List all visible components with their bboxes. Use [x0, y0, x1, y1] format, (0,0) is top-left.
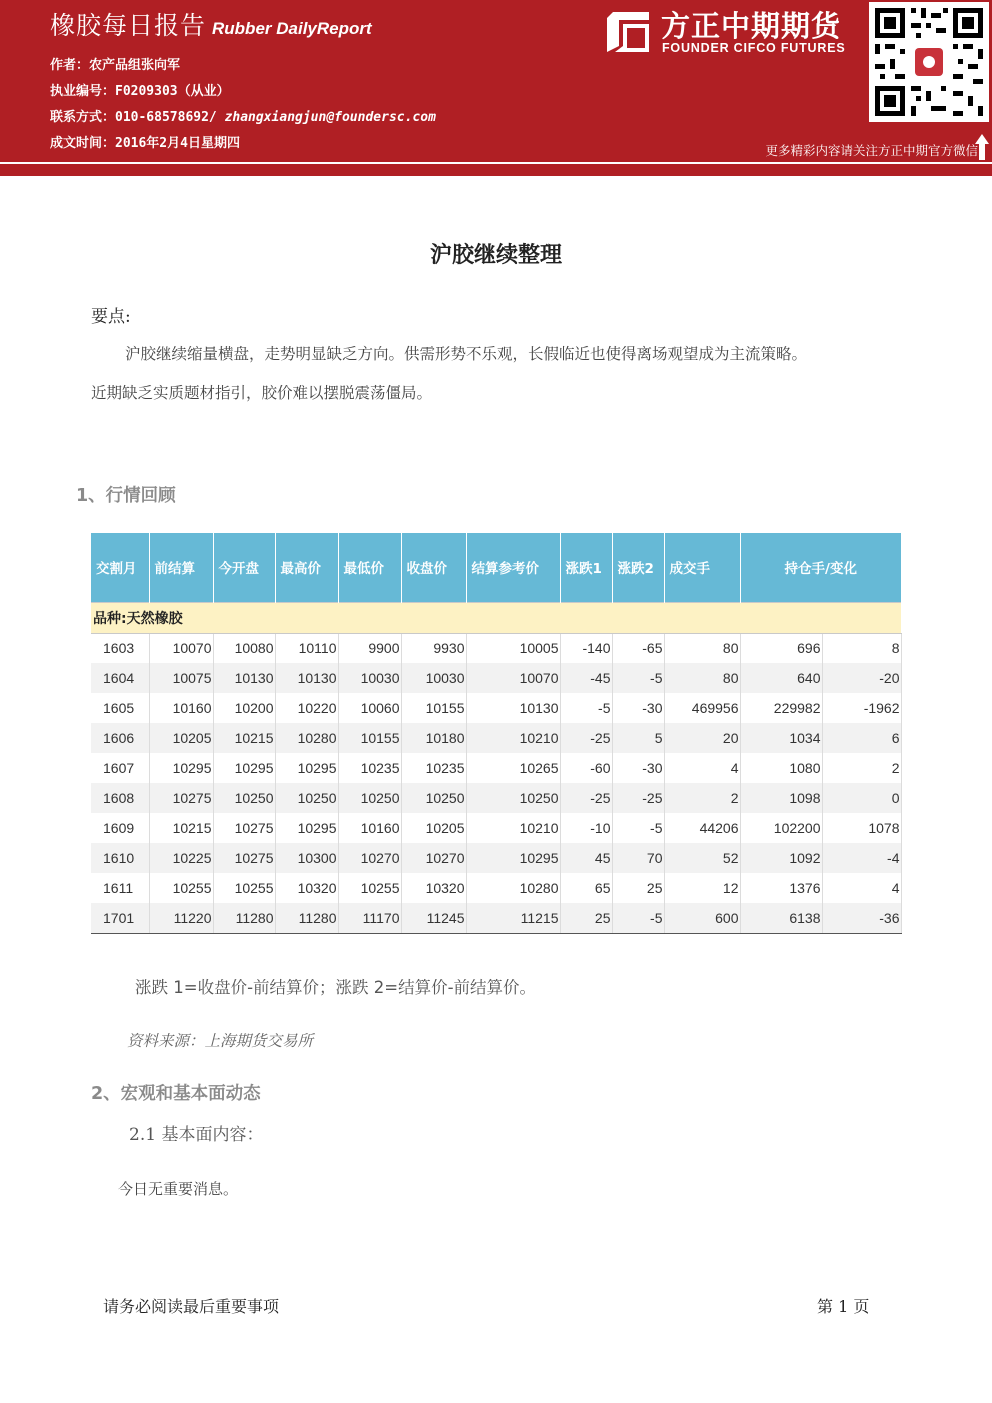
- table-cell: 10250: [401, 783, 466, 813]
- table-cell: 1034: [740, 723, 822, 753]
- table-cell: 1376: [740, 873, 822, 903]
- subsection-fundamentals-heading: 2.1 基本面内容：: [129, 1125, 264, 1145]
- table-cell: -20: [822, 663, 901, 693]
- section-market-review-heading: 1、行情回顾: [76, 486, 176, 506]
- table-cell: 10205: [401, 813, 466, 843]
- table-cell: 640: [740, 663, 822, 693]
- table-cell: -5: [612, 903, 664, 933]
- table-row: [91, 633, 901, 663]
- table-cell: 10250: [338, 783, 401, 813]
- table-cell: 0: [822, 783, 901, 813]
- table-cell: -45: [560, 663, 612, 693]
- table-cell: 10005: [466, 633, 560, 663]
- table-cell: 10030: [338, 663, 401, 693]
- table-cell: 4: [664, 753, 740, 783]
- summary-paragraph-2: 近期缺乏实质题材指引，胶价难以摆脱震荡僵局。: [91, 384, 433, 402]
- table-cell: 10130: [466, 693, 560, 723]
- table-cell: 11215: [466, 903, 560, 933]
- table-cell: 10255: [338, 873, 401, 903]
- header-bottom-stripe: [0, 164, 992, 176]
- table-cell: 1605: [91, 693, 149, 723]
- table-cell: 10275: [213, 813, 275, 843]
- date-line: 成文时间：2016年2月4日星期四: [50, 136, 240, 151]
- column-header: 最高价: [275, 533, 338, 602]
- table-cell: -5: [560, 693, 612, 723]
- table-cell: 10210: [466, 723, 560, 753]
- wechat-qr-code-icon: [869, 2, 989, 122]
- data-source-note: 资料来源：上海期货交易所: [127, 1032, 314, 1050]
- table-cell: 10255: [213, 873, 275, 903]
- table-row: [91, 873, 901, 903]
- document-title: 沪胶继续整理: [429, 243, 562, 268]
- wechat-follow-text: 更多精彩内容请关注方正中期官方微信: [765, 143, 978, 158]
- table-cell: 10320: [275, 873, 338, 903]
- table-cell: 1608: [91, 783, 149, 813]
- table-cell: 10155: [338, 723, 401, 753]
- table-cell: 10130: [213, 663, 275, 693]
- table-cell: 25: [612, 873, 664, 903]
- table-cell: 70: [612, 843, 664, 873]
- table-cell: 25: [560, 903, 612, 933]
- table-row: [91, 783, 901, 813]
- report-title: [50, 6, 372, 42]
- keypoints-label: 要点:: [91, 307, 131, 327]
- table-cell: 10270: [401, 843, 466, 873]
- table-cell: 45: [560, 843, 612, 873]
- contact-line: [50, 106, 436, 125]
- table-cell: 9930: [401, 633, 466, 663]
- column-header: 结算参考价: [466, 533, 560, 602]
- table-cell: -25: [560, 783, 612, 813]
- arrow-up-icon: [975, 134, 989, 160]
- table-cell: 10205: [149, 723, 213, 753]
- table-cell: 12: [664, 873, 740, 903]
- table-cell: 1603: [91, 633, 149, 663]
- table-cell: 10075: [149, 663, 213, 693]
- table-cell: 11220: [149, 903, 213, 933]
- founder-logo-icon: [603, 6, 653, 56]
- table-row: [91, 693, 901, 723]
- table-cell: 1609: [91, 813, 149, 843]
- table-cell: 10275: [149, 783, 213, 813]
- table-row: [91, 843, 901, 873]
- column-header: 前结算: [149, 533, 213, 602]
- contact-phone: 联系方式：010-68578692/: [50, 110, 225, 125]
- table-cell: 469956: [664, 693, 740, 723]
- column-header: 持仓手/变化: [740, 533, 901, 602]
- table-cell: 10295: [466, 843, 560, 873]
- table-cell: 10220: [275, 693, 338, 723]
- table-cell: 10070: [149, 633, 213, 663]
- logo-text-cn: 方正中期期货: [661, 9, 842, 43]
- table-cell: 1604: [91, 663, 149, 693]
- table-cell: 10235: [401, 753, 466, 783]
- table-cell: 10180: [401, 723, 466, 753]
- table-cell: 1098: [740, 783, 822, 813]
- table-cell: -4: [822, 843, 901, 873]
- table-cell: 10250: [466, 783, 560, 813]
- license-line: 执业编号：F0209303（从业）: [50, 84, 230, 99]
- table-cell: 11280: [275, 903, 338, 933]
- summary-paragraph-1: 沪胶继续缩量横盘，走势明显缺乏方向。供需形势不乐观，长假临近也使得离场观望成为主流策略。: [125, 345, 808, 363]
- report-title-en: Rubber DailyReport: [212, 19, 372, 38]
- table-cell: -36: [822, 903, 901, 933]
- report-title-cn: 橡胶每日报告: [50, 11, 207, 40]
- author-line: 作者：农产品组张向军: [50, 58, 181, 73]
- table-cell: 9900: [338, 633, 401, 663]
- table-cell: 10030: [401, 663, 466, 693]
- fundamentals-content: 今日无重要消息。: [118, 1180, 239, 1198]
- table-cell: -30: [612, 753, 664, 783]
- table-cell: 10265: [466, 753, 560, 783]
- table-cell: 20: [664, 723, 740, 753]
- table-cell: 1610: [91, 843, 149, 873]
- table-cell: 11170: [338, 903, 401, 933]
- table-cell: 10295: [275, 753, 338, 783]
- table-row: [91, 903, 901, 933]
- footer-notice: 请务必阅读最后重要事项: [103, 1297, 280, 1316]
- column-header: 成交手: [664, 533, 740, 602]
- table-cell: 6138: [740, 903, 822, 933]
- table-cell: 44206: [664, 813, 740, 843]
- table-cell: 102200: [740, 813, 822, 843]
- table-cell: 10210: [466, 813, 560, 843]
- table-cell: 10160: [338, 813, 401, 843]
- table-cell: 10215: [149, 813, 213, 843]
- table-cell: 10110: [275, 633, 338, 663]
- table-header-row: [91, 533, 901, 602]
- column-header: 涨跌1: [560, 533, 612, 602]
- table-cell: 65: [560, 873, 612, 903]
- table-cell: 80: [664, 633, 740, 663]
- table-cell: 1701: [91, 903, 149, 933]
- table-cell: 10295: [149, 753, 213, 783]
- table-cell: 1611: [91, 873, 149, 903]
- table-cell: -30: [612, 693, 664, 723]
- table-cell: 1606: [91, 723, 149, 753]
- contact-email[interactable]: zhangxiangjun@foundersc.com: [224, 110, 436, 125]
- table-row: [91, 663, 901, 693]
- table-cell: 10225: [149, 843, 213, 873]
- table-cell: 10295: [275, 813, 338, 843]
- table-cell: 1078: [822, 813, 901, 843]
- table-cell: 10280: [466, 873, 560, 903]
- table-cell: 10300: [275, 843, 338, 873]
- table-cell: 1607: [91, 753, 149, 783]
- table-cell: 10130: [275, 663, 338, 693]
- table-cell: 10250: [275, 783, 338, 813]
- table-cell: 10080: [213, 633, 275, 663]
- table-cell: 10235: [338, 753, 401, 783]
- table-cell: -65: [612, 633, 664, 663]
- column-header: 收盘价: [401, 533, 466, 602]
- table-cell: -25: [612, 783, 664, 813]
- table-cell: 10250: [213, 783, 275, 813]
- table-cell: 6: [822, 723, 901, 753]
- table-row: [91, 753, 901, 783]
- table-cell: 1092: [740, 843, 822, 873]
- table-cell: 10320: [401, 873, 466, 903]
- table-cell: -1962: [822, 693, 901, 723]
- table-footnote: 涨跌 1=收盘价-前结算价；涨跌 2=结算价-前结算价。: [135, 978, 537, 997]
- column-header: 最低价: [338, 533, 401, 602]
- variety-label: 品种:天然橡胶: [91, 602, 901, 633]
- table-cell: 2: [822, 753, 901, 783]
- table-cell: 10270: [338, 843, 401, 873]
- table-cell: 229982: [740, 693, 822, 723]
- table-cell: -25: [560, 723, 612, 753]
- table-cell: 600: [664, 903, 740, 933]
- table-cell: 696: [740, 633, 822, 663]
- table-cell: 10060: [338, 693, 401, 723]
- table-cell: 11280: [213, 903, 275, 933]
- table-cell: -60: [560, 753, 612, 783]
- logo-text-en: FOUNDER CIFCO FUTURES: [662, 41, 846, 55]
- table-cell: -10: [560, 813, 612, 843]
- page-number: 第 1 页: [817, 1297, 870, 1316]
- table-cell: 11245: [401, 903, 466, 933]
- table-cell: 10215: [213, 723, 275, 753]
- table-cell: 10255: [149, 873, 213, 903]
- table-row: [91, 723, 901, 753]
- table-cell: 52: [664, 843, 740, 873]
- table-cell: 10280: [275, 723, 338, 753]
- table-cell: 10160: [149, 693, 213, 723]
- table-cell: 4: [822, 873, 901, 903]
- table-row: [91, 813, 901, 843]
- company-logo: [603, 4, 865, 60]
- table-cell: 10070: [466, 663, 560, 693]
- section-macro-heading: 2、宏观和基本面动态: [91, 1084, 261, 1104]
- table-cell: -140: [560, 633, 612, 663]
- table-cell: 5: [612, 723, 664, 753]
- column-header: 今开盘: [213, 533, 275, 602]
- table-cell: 10295: [213, 753, 275, 783]
- table-cell: 80: [664, 663, 740, 693]
- table-cell: -5: [612, 813, 664, 843]
- table-cell: 10200: [213, 693, 275, 723]
- column-header: 涨跌2: [612, 533, 664, 602]
- table-cell: 8: [822, 633, 901, 663]
- table-cell: 1080: [740, 753, 822, 783]
- column-header: 交割月: [91, 533, 149, 602]
- variety-row: [91, 602, 901, 633]
- table-cell: -5: [612, 663, 664, 693]
- table-cell: 10275: [213, 843, 275, 873]
- table-cell: 10155: [401, 693, 466, 723]
- table-cell: 2: [664, 783, 740, 813]
- futures-quote-table: [91, 533, 902, 934]
